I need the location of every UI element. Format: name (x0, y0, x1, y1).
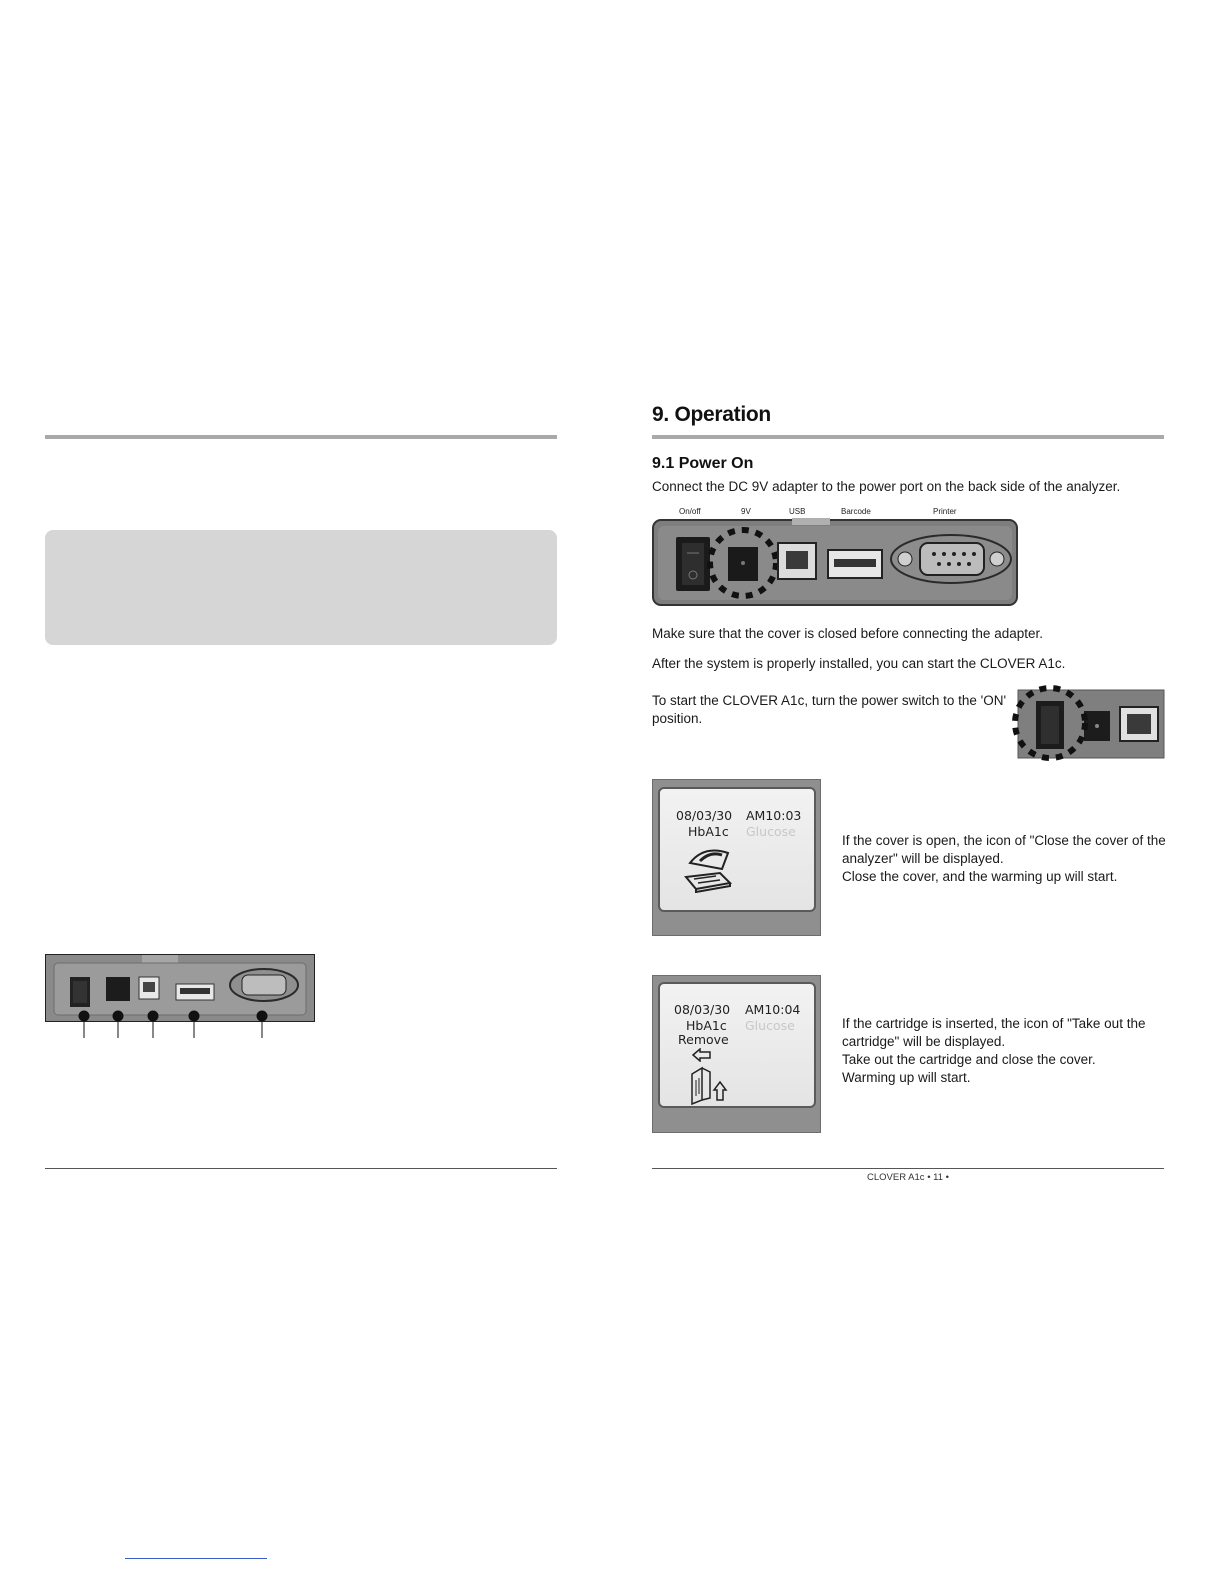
lcd-time: AM10:04 (745, 1002, 801, 1017)
lcd-date: 08/03/30 (676, 808, 733, 823)
lcd-mode-glucose: Glucose (746, 824, 796, 839)
arrow-left-icon (692, 1048, 712, 1062)
left-page-heading-rule (45, 435, 557, 439)
screen2-text-line-3: Take out the cartridge and close the cover. (842, 1052, 1096, 1067)
lcd-screen-cover-open (652, 779, 821, 936)
power-switch-line-2: position. (652, 711, 703, 726)
lcd-mode-glucose: Glucose (745, 1018, 795, 1033)
lcd-display (658, 982, 816, 1108)
port-label-onoff: On/off (679, 507, 701, 516)
cover-note: Make sure that the cover is closed before connecting the adapter. (652, 626, 1043, 641)
lcd-mode-hba1c: HbA1c (688, 824, 729, 839)
port-label-barcode: Barcode (841, 507, 871, 516)
lcd-mode-hba1c: HbA1c (686, 1018, 727, 1033)
lcd-date: 08/03/30 (674, 1002, 731, 1017)
back-panel-ports-photo (652, 517, 1018, 607)
screen1-text-line-1: If the cover is open, the icon of "Close the cover of the (842, 833, 1166, 848)
lcd-time: AM10:03 (746, 808, 802, 823)
left-page-link-underline (125, 1558, 267, 1559)
screen2-text-line-1: If the cartridge is inserted, the icon of "Take out the (842, 1016, 1146, 1031)
right-page-bottom-rule (652, 1168, 1164, 1169)
screen2-text-line-2: cartridge" will be displayed. (842, 1034, 1006, 1049)
port-label-printer: Printer (933, 507, 957, 516)
power-switch-closeup-photo (1006, 683, 1166, 763)
screen1-text-line-3: Close the cover, and the warming up will start. (842, 869, 1118, 884)
port-label-9v: 9V (741, 507, 751, 516)
left-panel-callout-markers (45, 1010, 315, 1040)
close-cover-icon (682, 843, 734, 893)
section-heading: 9. Operation (652, 403, 771, 426)
lcd-remove-label: Remove (678, 1032, 729, 1047)
subsection-heading: 9.1 Power On (652, 455, 754, 472)
intro-text: Connect the DC 9V adapter to the power port on the back side of the analyzer. (652, 479, 1121, 494)
section-heading-rule (652, 435, 1164, 439)
port-label-usb: USB (789, 507, 806, 516)
lcd-screen-cartridge-inserted (652, 975, 821, 1133)
install-note: After the system is properly installed, you can start the CLOVER A1c. (652, 656, 1066, 671)
take-out-cartridge-icon (688, 1066, 732, 1106)
left-page-bottom-rule (45, 1168, 557, 1169)
left-page-note-box (45, 530, 557, 645)
screen2-text-line-4: Warming up will start. (842, 1070, 971, 1085)
screen1-text-line-2: analyzer" will be displayed. (842, 851, 1004, 866)
power-switch-line-1: To start the CLOVER A1c, turn the power switch to the 'ON' (652, 693, 1007, 708)
page-footer: CLOVER A1c • 11 • (867, 1172, 949, 1183)
lcd-display (658, 787, 816, 912)
